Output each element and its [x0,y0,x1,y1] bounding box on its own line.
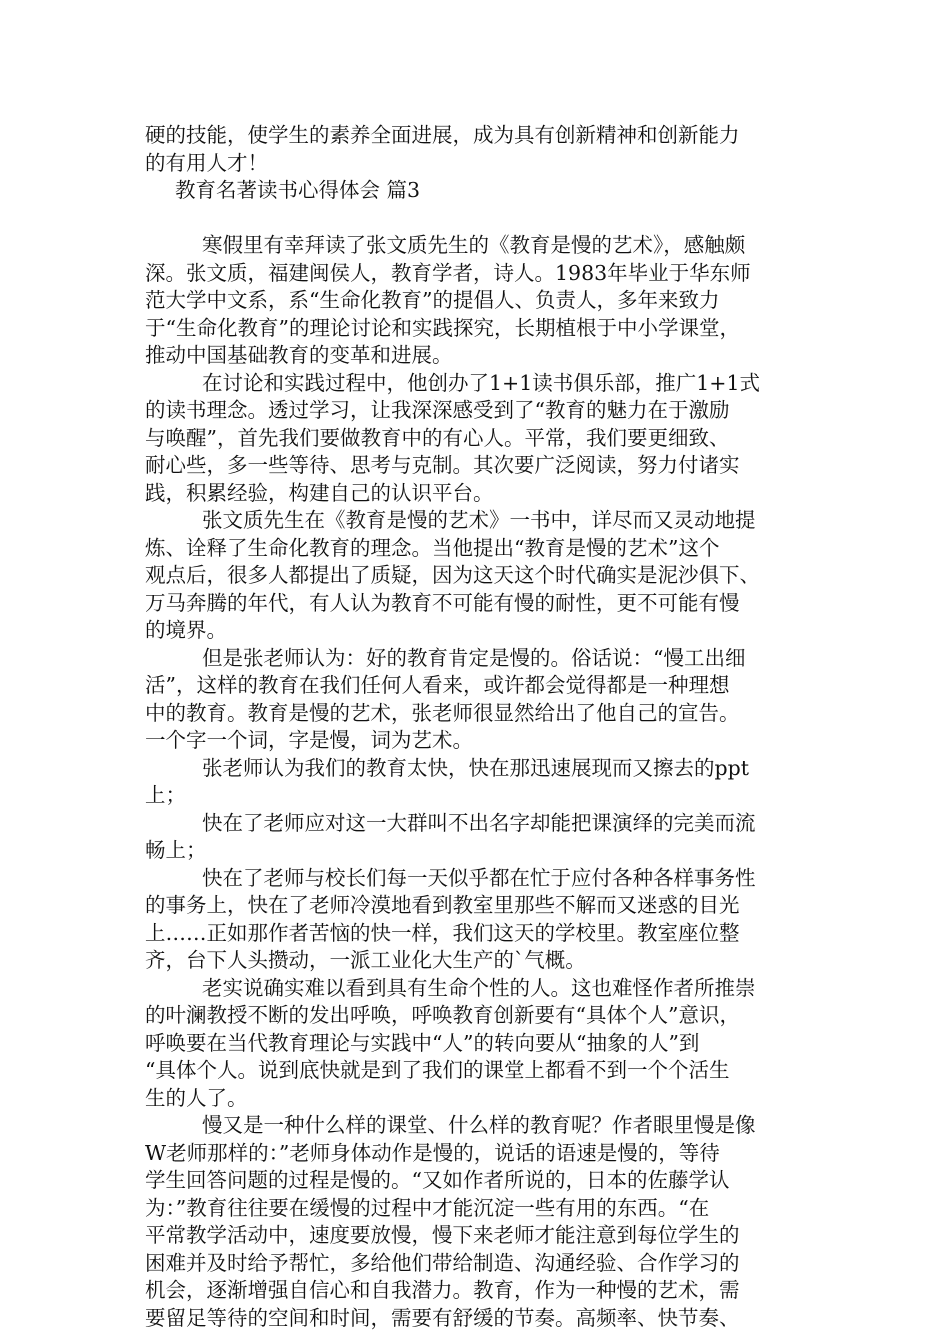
text-line: 范大学中文系，系“生命化教育”的提倡人、负责人，多年来致力 [145,288,720,312]
text-line: 慢又是一种什么样的课堂、什么样的教育呢？作者眼里慢是像 [202,1113,756,1137]
text-line: 硬的技能，使学生的素养全面进展，成为具有创新精神和创新能力 [145,123,740,147]
text-line: 要留足等待的空间和时间，需要有舒缓的节奏。高频率、快节奏、 [145,1305,740,1330]
text-line: 的有用人才！ [145,150,268,175]
text-line: 的境界。 [145,618,227,642]
text-line: 机会，逐渐增强自信心和自我潜力。教育，作为一种慢的艺术，需 [145,1278,740,1302]
paragraph [145,865,825,975]
text-line: 的读书理念。透过学习，让我深深感受到了“教育的魅力在于激励 [145,398,730,422]
text-line: 在讨论和实践过程中，他创办了1+1读书俱乐部，推广1+1式 [202,370,761,395]
text-line: 观点后，很多人都提出了质疑，因为这天这个时代确实是泥沙俱下、 [145,563,760,587]
text-line: 上……正如那作者苦恼的快一样，我们这天的学校里。教室座位整 [145,920,740,945]
text-line: 张文质先生在《教育是慢的艺术》一书中，详尽而又灵动地提 [202,508,756,532]
text-line: 深。张文质，福建闽侯人，教育学者，诗人。1983年毕业于华东师 [145,260,751,285]
paragraph [145,1112,825,1332]
intro-continuation [145,122,825,177]
text-line: 齐，台下人头攒动，一派工业化大生产的`气概。 [145,948,586,972]
text-line: 活”，这样的教育在我们任何人看来，或许都会觉得都是一种理想 [145,673,730,697]
paragraph [145,370,825,508]
text-line: 张老师认为我们的教育太快，快在那迅速展现而又擦去的ppt [202,755,749,780]
paragraph [145,810,825,865]
paragraph [145,975,825,1113]
text-line: 寒假里有幸拜读了张文质先生的《教育是慢的艺术》，感触颇 [202,233,746,257]
paragraph [145,507,825,645]
text-line: 践，积累经验，构建自己的认识平台。 [145,480,494,505]
paragraph [145,232,825,370]
text-line: 为：”教育往往要在缓慢的过程中才能沉淀一些有用的东西。“在 [145,1195,710,1220]
text-line: 炼、诠释了生命化教育的理念。当他提出“教育是慢的艺术”这个 [145,535,720,560]
paragraph [145,645,825,755]
text-line: 平常教学活动中，速度要放慢，慢下来老师才能注意到每位学生的 [145,1223,740,1247]
text-line: W老师那样的：”老师身体动作是慢的，说话的语速是慢的，等待 [145,1140,720,1165]
paragraph [145,755,825,810]
text-line: 生的人了。 [145,1085,248,1110]
text-line: “具体个人。说到底快就是到了我们的课堂上都看不到一个个活生 [145,1058,730,1082]
text-line: 快在了老师应对这一大群叫不出名字却能把课演绎的完美而流 [202,810,756,835]
document-page [145,122,825,1332]
text-line: 学生回答问题的过程是慢的。“又如作者所说的，日本的佐藤学认 [145,1168,730,1192]
text-line: 于“生命化教育”的理论讨论和实践探究，长期植根于中小学课堂， [145,315,740,340]
text-line: 畅上； [145,838,207,862]
text-line: 的事务上，快在了老师冷漠地看到教室里那些不解而又迷惑的目光 [145,893,740,917]
text-line: 的叶澜教授不断的发出呼唤，呼唤教育创新要有“具体个人”意识， [145,1003,740,1027]
text-line: 与唤醒”，首先我们要做教育中的有心人。平常，我们要更细致、 [145,425,730,450]
text-line: 中的教育。教育是慢的艺术，张老师很显然给出了他自己的宣告。 [145,700,740,725]
text-line: 但是张老师认为：好的教育肯定是慢的。俗话说：“慢工出细 [202,645,746,670]
text-line: 呼唤要在当代教育理论与实践中“人”的转向要从“抽象的人”到 [145,1030,700,1055]
text-line: 万马奔腾的年代，有人认为教育不可能有慢的耐性，更不可能有慢 [145,590,740,615]
text-line: 困难并及时给予帮忙，多给他们带给制造、沟通经验、合作学习的 [145,1250,740,1275]
text-line: 快在了老师与校长们每一天似乎都在忙于应付各种各样事务性 [202,865,756,890]
text-line: 上； [145,783,186,807]
section-heading: 教育名著读书心得体会 篇3 [175,178,421,202]
text-line: 老实说确实难以看到具有生命个性的人。这也难怪作者所推崇 [202,975,756,1000]
text-line: 推动中国基础教育的变革和进展。 [145,343,453,367]
text-line: 耐心些，多一些等待、思考与克制。其次要广泛阅读，努力付诸实 [145,453,740,477]
text-line: 一个字一个词，字是慢，词为艺术。 [145,728,473,752]
